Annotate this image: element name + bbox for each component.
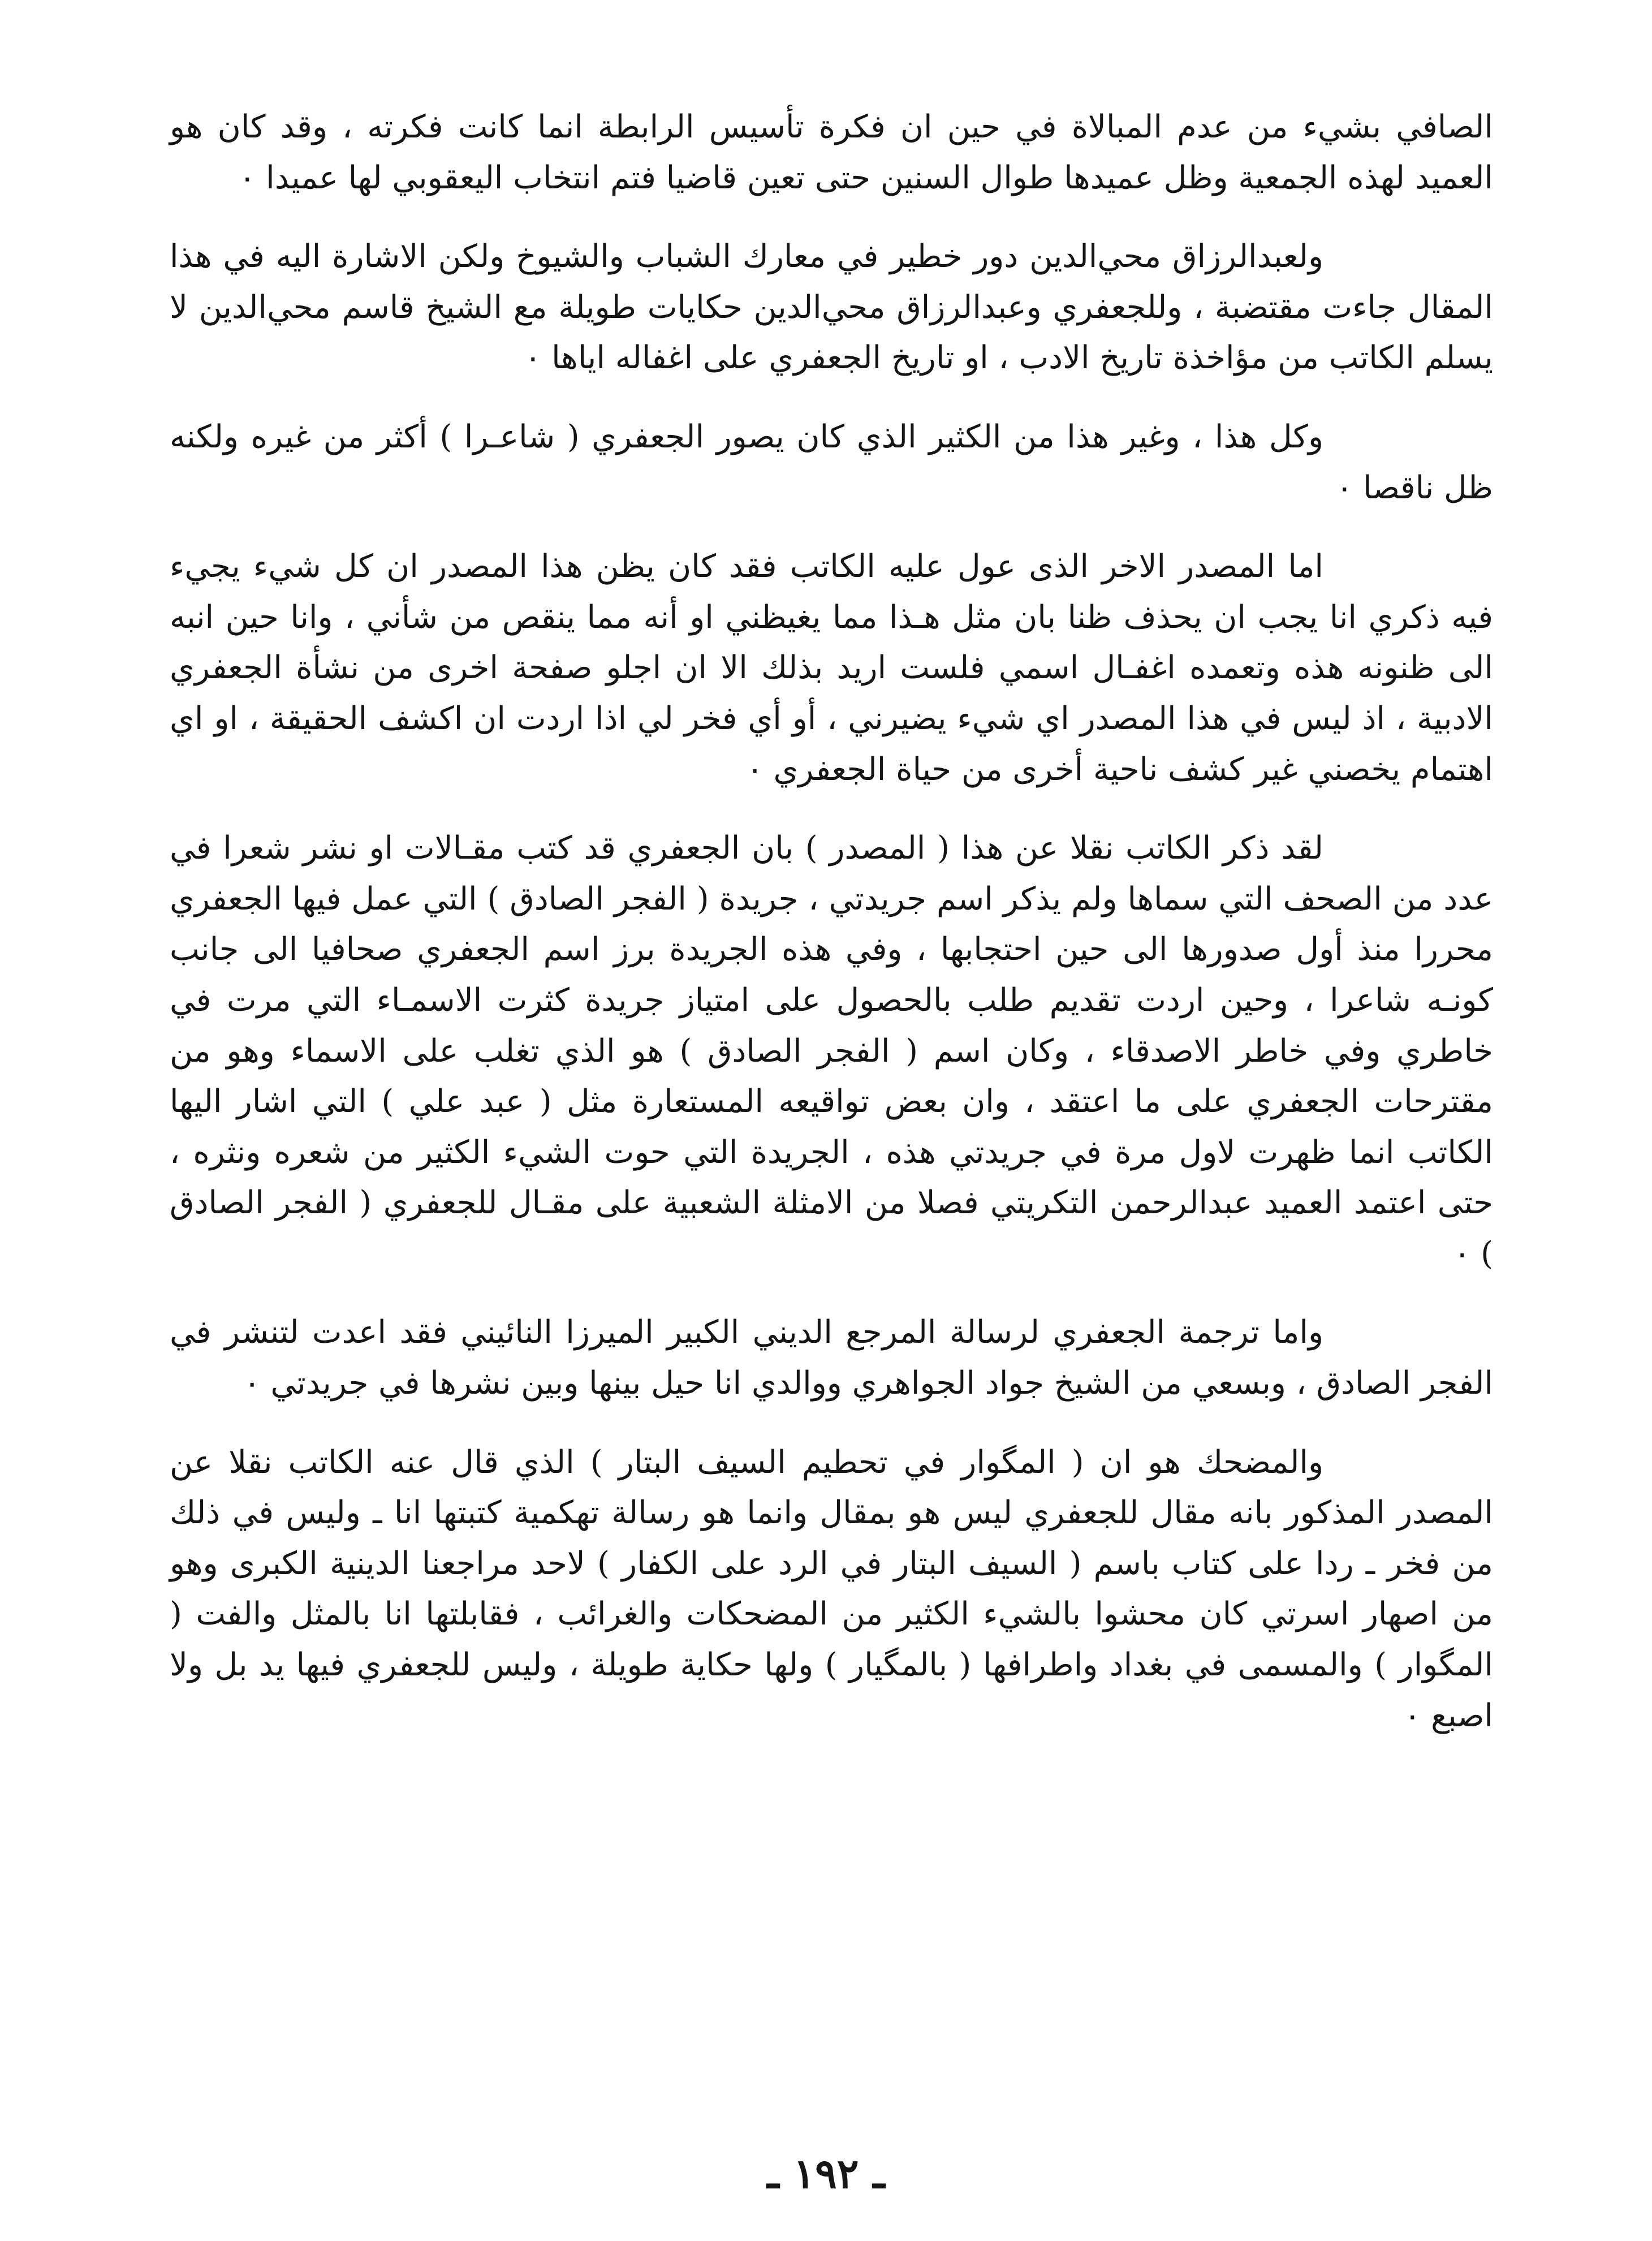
paragraph-1: الصافي بشيء من عدم المبالاة في حين ان فكرة تأسيس الرابطة انما كانت فكرته ، وقد كان هو العميد لهذه الجمعية وظل عميدها طوال السنين حتى تعين قاضيا فتم انتخاب اليعقوبي لها عميدا ٠ (170, 109, 1493, 196)
page-number: ـ ١٩٢ ـ (767, 2149, 885, 2197)
paragraph-3: وكل هذا ، وغير هذا من الكثير الذي كان يصور الجعفري ( شاعـرا ) أكثر من غيره ولكنه ظل ناقصا ٠ (170, 418, 1493, 506)
paragraph-7: والمضحك هو ان ( المگوار في تحطيم السيف البتار ) الذي قال عنه الكاتب نقلا عن المصدر المذكور بانه مقال للجعفري ليس هو بمقال وانما هو رسالة تهكمية كتبتها انا ـ وليس في ذلك من فخر ـ ردا على كتاب باسم ( السيف البتار في الرد على الكفار ) لاحد مراجعنا الدينية الكبرى وهو من اصهار اسرتي كان محشوا بالشيء الكثير من المضحكات والغرائب ، فقابلتها انا بالمثل والفت ( المگوار ) والمسمى في بغداد واطرافها ( بالمگيار ) ولها حكاية طويلة ، وليس للجعفري فيها يد بل ولا اصبع ٠ (170, 1443, 1493, 1734)
paragraph-2: ولعبدالرزاق محي‌الدين دور خطير في معارك الشباب والشيوخ ولكن الاشارة اليه في هذا المقال جاءت مقتضبة ، وللجعفري وعبدالرزاق محي‌الدين حكايات طويلة مع الشيخ قاسم محي‌الدين لا يسلم الكاتب من مؤاخذة تاريخ الادب ، او تاريخ الجعفري على اغفاله اياها ٠ (170, 238, 1493, 377)
paragraph-4: اما المصدر الاخر الذى عول عليه الكاتب فقد كان يظن هذا المصدر ان كل شيء يجيء فيه ذكري انا يجب ان يحذف ظنا بان مثل هـذا مما يغيظني او أنه مما ينقص من شأني ، وانا حين انبه الى ظنونه هذه وتعمده اغفـال اسمي فلست اريد بذلك الا ان اجلو صفحة اخرى من نشأة الجعفري الادبية ، اذ ليس في هذا المصدر اي شيء يضيرني ، أو أي فخر لي اذا اردت ان اكشف الحقيقة ، او اي اهتمام يخصني غير كشف ناحية أخرى من حياة الجعفري ٠ (170, 548, 1493, 788)
paragraph-6: واما ترجمة الجعفري لرسالة المرجع الديني الكبير الميرزا النائيني فقد اعدت لتنشر في الفجر الصادق ، وبسعي من الشيخ جواد الجواهري ووالدي انا حيل بينها وبين نشرها في جريدتي ٠ (170, 1314, 1493, 1402)
paragraph-5: لقد ذكر الكاتب نقلا عن هذا ( المصدر ) بان الجعفري قد كتب مقـالات او نشر شعرا في عدد من الصحف التي سماها ولم يذكر اسم جريدتي ، جريدة ( الفجر الصادق ) التي عمل فيها الجعفري محررا منذ أول صدورها الى حين احتجابها ، وفي هذه الجريدة برز اسم الجعفري صحافيا الى جانب كونـه شاعرا ، وحين اردت تقديم طلب بالحصول على امتياز جريدة كثرت الاسمـاء التي مرت في خاطري وفي خاطر الاصدقاء ، وكان اسم ( الفجر الصادق ) هو الذي تغلب على الاسماء وهو من مقترحات الجعفري على ما اعتقد ، وان بعض تواقيعه المستعارة مثل ( عبد علي ) التي اشار اليها الكاتب انما ظهرت لاول مرة في جريدتي هذه ، الجريدة التي حوت الشيء الكثير من شعره ونثره ، حتى اعتمد العميد عبدالرحمن التكريتي فصلا من الامثلة الشعبية على مقـال للجعفري ( الفجر الصادق ) ٠ (170, 830, 1494, 1272)
document-page (170, 102, 1493, 2115)
